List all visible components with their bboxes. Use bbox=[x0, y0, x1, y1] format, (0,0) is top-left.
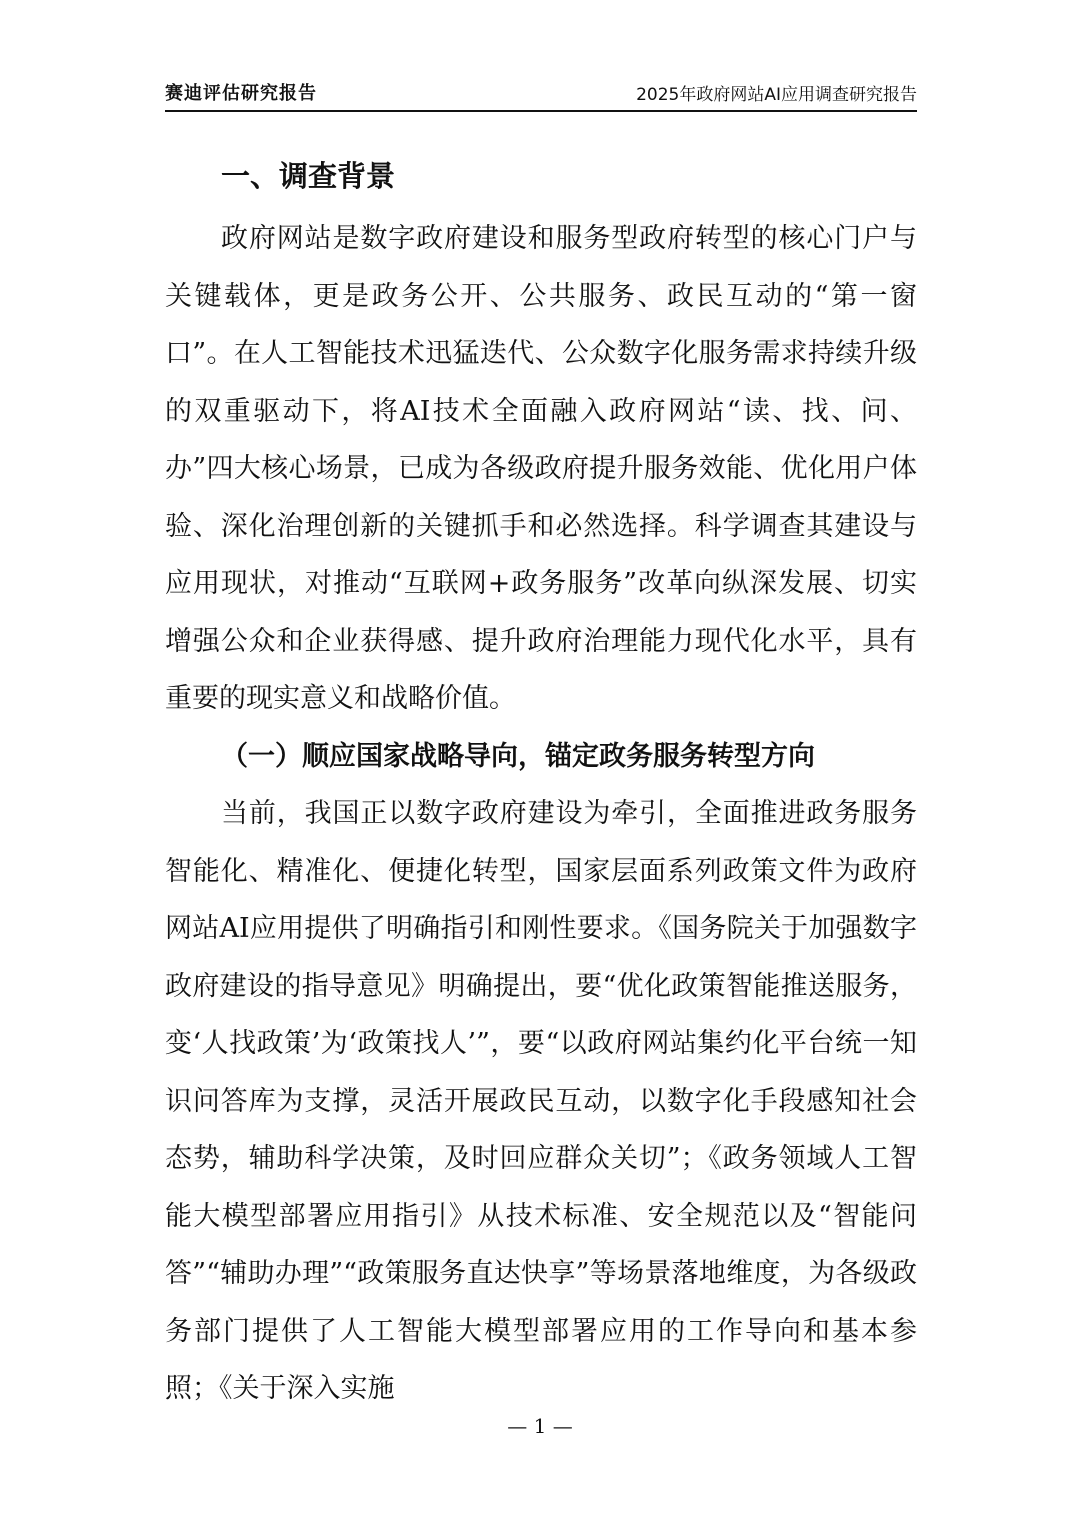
sub-heading: （一）顺应国家战略导向，锚定政务服务转型方向 bbox=[221, 740, 815, 772]
page-number: — 1 — bbox=[507, 1414, 573, 1438]
page-header bbox=[165, 72, 917, 112]
body-paragraph-1: 政府网站是数字政府建设和服务型政府转型的核心门户与关键载体，更是政务公开、公共服务、政民互动的“第一窗口”。在人工智能技术迅猛迭代、公众数字化服务需求持续升级的双重驱动下，将AI技术全面融入政府网站“读、找、问、办”四大核心场景，已成为各级政府提升服务效能、优化用户体验、深化治理创新的关键抓手和必然选择。科学调查其建设与应用现状，对推动“互联网+政务服务”改革向纵深发展、切实增强公众和企业获得感、提升政府治理能力现代化水平，具有重要的现实意义和战略价值。 bbox=[165, 223, 917, 714]
header-report-title: 2025年政府网站AI应用调查研究报告 bbox=[636, 85, 917, 105]
body-paragraph-2: 当前，我国正以数字政府建设为牵引，全面推进政务服务智能化、精准化、便捷化转型，国家层面系列政策文件为政府网站AI应用提供了明确指引和刚性要求。《国务院关于加强数字政府建设的指导意见》明确提出，要“优化政策智能推送服务，变‘人找政策’为‘政策找人’”，要“以政府网站集约化平台统一知识问答库为支撑，灵活开展政民互动，以数字化手段感知社会态势，辅助科学决策，及时回应群众关切”；《政务领域人工智能大模型部署应用指引》从技术标准、安全规范以及“智能问答”“辅助办理”“政策服务直达快享”等场景落地维度，为各级政务部门提供了人工智能大模型部署应用的工作导向和基本参照；《关于深入实施 bbox=[165, 798, 917, 1404]
section-heading: 一、调查背景 bbox=[221, 159, 396, 193]
header-publisher: 赛迪评估研究报告 bbox=[165, 83, 317, 104]
page-body bbox=[165, 148, 917, 1418]
